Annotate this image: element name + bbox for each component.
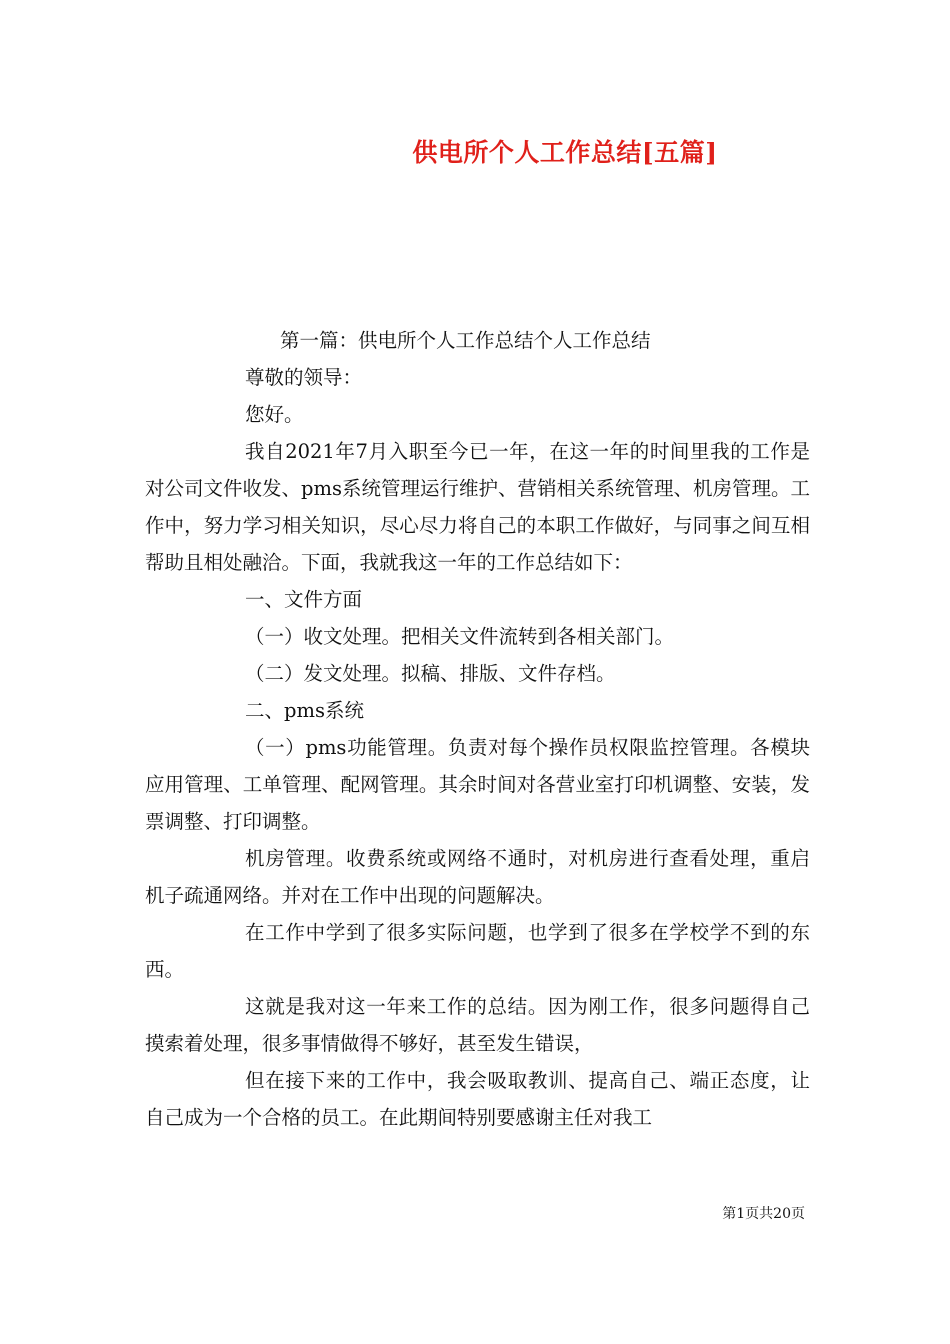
salutation: 尊敬的领导：	[245, 366, 363, 389]
section-heading: 第一篇：供电所个人工作总结个人工作总结	[280, 329, 651, 352]
list-item: （一）pms功能管理。负责对每个操作员权限监控管理。各模块应用管理、工单管理、配网管理。其余时间对各营业室打印机调整、安装，发票调整、打印调整。	[145, 736, 810, 833]
body-paragraph: 在工作中学到了很多实际问题，也学到了很多在学校学不到的东西。	[145, 921, 810, 981]
page-number: 第1页共20页	[722, 1206, 805, 1222]
body-paragraph: 机房管理。收费系统或网络不通时，对机房进行查看处理，重启机子疏通网络。并对在工作中出现的问题解决。	[145, 847, 810, 907]
body-paragraph: 但在接下来的工作中，我会吸取教训、提高自己、端正态度，让自己成为一个合格的员工。在此期间特别要感谢主任对我工	[145, 1069, 810, 1129]
greeting: 您好。	[245, 403, 304, 426]
body-paragraph: 这就是我对这一年来工作的总结。因为刚工作，很多问题得自己摸索着处理，很多事情做得不够好，甚至发生错误，	[145, 995, 810, 1055]
list-item: （一）收文处理。把相关文件流转到各相关部门。	[245, 625, 675, 648]
document-body	[145, 322, 810, 1136]
document-title: 供电所个人工作总结[五篇]	[412, 138, 718, 167]
subsection-heading: 一、文件方面	[245, 588, 363, 611]
subsection-heading: 二、pms系统	[245, 699, 364, 722]
body-paragraph: 我自2021年7月入职至今已一年，在这一年的时间里我的工作是对公司文件收发、pms系统管理运行维护、营销相关系统管理、机房管理。工作中，努力学习相关知识，尽心尽力将自己的本职工作做好，与同事之间互相帮助且相处融洽。下面，我就我这一年的工作总结如下：	[145, 440, 810, 574]
list-item: （二）发文处理。拟稿、排版、文件存档。	[245, 662, 616, 685]
